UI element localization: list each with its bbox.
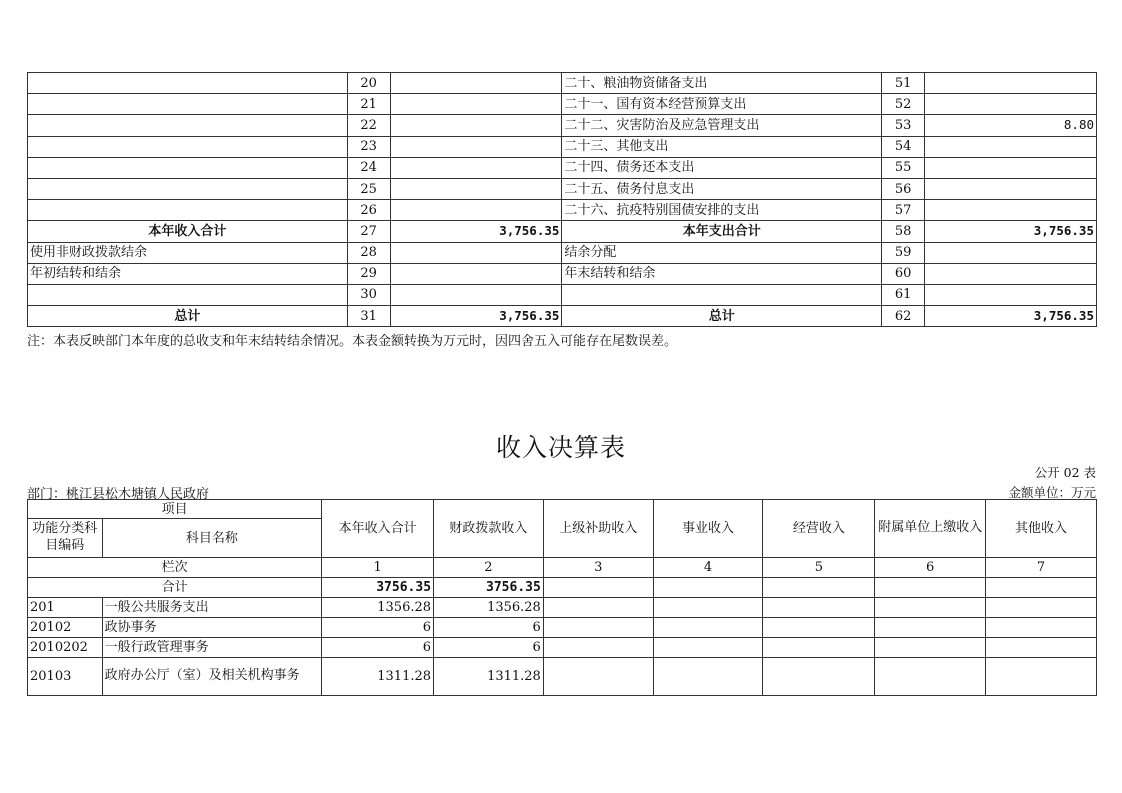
amount-cell <box>986 658 1097 696</box>
column-number-row <box>28 558 1097 578</box>
income-item-label <box>28 178 348 199</box>
amount-cell: 6 <box>434 618 544 638</box>
expense-amount <box>925 157 1097 178</box>
department-label: 部门：桃江县松木塘镇人民政府 <box>27 487 210 502</box>
col-header: 财政拨款收入 <box>434 500 544 558</box>
table-row <box>28 94 1097 115</box>
subject-code: 2010202 <box>28 638 103 658</box>
row-number: 60 <box>882 263 925 284</box>
table-row <box>28 221 1097 242</box>
expense-item-label: 结余分配 <box>562 242 882 263</box>
total-value: 3756.35 <box>322 578 434 598</box>
income-item-label <box>28 73 348 94</box>
expense-amount <box>925 200 1097 221</box>
total-value <box>875 578 986 598</box>
expense-amount <box>925 73 1097 94</box>
expense-item-label: 总计 <box>562 306 882 327</box>
row-number: 24 <box>347 157 390 178</box>
col-header: 其他收入 <box>986 500 1097 558</box>
column-number: 2 <box>434 558 544 578</box>
expense-item-label: 二十五、债务付息支出 <box>562 178 882 199</box>
total-label: 合计 <box>28 578 322 598</box>
column-number: 3 <box>543 558 653 578</box>
header-code: 功能分类科目编码 <box>28 519 103 558</box>
income-amount <box>390 94 562 115</box>
table-row <box>28 136 1097 157</box>
table-row <box>28 178 1097 199</box>
income-amount: 3,756.35 <box>390 221 562 242</box>
table-row <box>28 618 1097 638</box>
table-row <box>28 242 1097 263</box>
income-amount <box>390 263 562 284</box>
income-item-label <box>28 200 348 221</box>
row-number: 55 <box>882 157 925 178</box>
column-number: 5 <box>763 558 875 578</box>
amount-cell: 6 <box>434 638 544 658</box>
expense-item-label: 二十、粮油物资储备支出 <box>562 73 882 94</box>
summary-note: 注：本表反映部门本年度的总收支和年末结转结余情况。本表金额转换为万元时，因四舍五入可能存在尾数误差。 <box>27 334 678 349</box>
amount-cell <box>875 598 986 618</box>
income-item-label: 本年收入合计 <box>28 221 348 242</box>
row-number: 53 <box>882 115 925 136</box>
subject-code: 20103 <box>28 658 103 696</box>
income-amount: 3,756.35 <box>390 306 562 327</box>
expense-item-label: 本年支出合计 <box>562 221 882 242</box>
amount-cell <box>986 618 1097 638</box>
subject-code: 20102 <box>28 618 103 638</box>
col-header: 本年收入合计 <box>322 500 434 558</box>
subject-name: 政府办公厅（室）及相关机构事务 <box>102 658 322 696</box>
amount-cell <box>653 638 763 658</box>
unit-label: 金额单位：万元 <box>1008 485 1096 500</box>
expense-amount <box>925 263 1097 284</box>
total-value <box>986 578 1097 598</box>
amount-cell <box>543 598 653 618</box>
row-number: 57 <box>882 200 925 221</box>
income-amount <box>390 73 562 94</box>
row-index-label: 栏次 <box>28 558 322 578</box>
row-number: 27 <box>347 221 390 242</box>
table-row <box>28 598 1097 618</box>
expense-item-label: 年末结转和结余 <box>562 263 882 284</box>
row-number: 52 <box>882 94 925 115</box>
table-row <box>28 115 1097 136</box>
income-item-label: 总计 <box>28 306 348 327</box>
row-number: 54 <box>882 136 925 157</box>
row-number: 29 <box>347 263 390 284</box>
col-header: 附属单位上缴收入 <box>875 500 986 558</box>
table-row <box>28 73 1097 94</box>
amount-cell <box>875 658 986 696</box>
table-row <box>28 200 1097 221</box>
amount-cell: 1356.28 <box>322 598 434 618</box>
amount-cell <box>653 598 763 618</box>
row-number: 61 <box>882 284 925 305</box>
row-number: 26 <box>347 200 390 221</box>
amount-cell <box>986 598 1097 618</box>
amount-cell <box>875 618 986 638</box>
expense-item-label <box>562 284 882 305</box>
amount-cell: 1311.28 <box>322 658 434 696</box>
table-row <box>28 638 1097 658</box>
sheet-number: 公开 02 表 <box>1034 465 1096 480</box>
amount-cell <box>763 618 875 638</box>
table-row <box>28 306 1097 327</box>
expense-amount: 3,756.35 <box>925 306 1097 327</box>
expense-amount <box>925 136 1097 157</box>
column-number: 7 <box>986 558 1097 578</box>
summary-table <box>27 72 1097 327</box>
expense-amount <box>925 178 1097 199</box>
table-row <box>28 658 1097 696</box>
subject-name: 一般行政管理事务 <box>102 638 322 658</box>
header-name: 科目名称 <box>102 519 322 558</box>
income-item-label: 使用非财政拨款结余 <box>28 242 348 263</box>
amount-cell <box>875 638 986 658</box>
amount-cell: 1311.28 <box>434 658 544 696</box>
amount-cell <box>543 638 653 658</box>
income-item-label <box>28 94 348 115</box>
col-header: 经营收入 <box>763 500 875 558</box>
total-value <box>543 578 653 598</box>
table-row <box>28 157 1097 178</box>
row-number: 51 <box>882 73 925 94</box>
total-value <box>763 578 875 598</box>
col-header: 事业收入 <box>653 500 763 558</box>
income-item-label <box>28 157 348 178</box>
expense-amount: 8.80 <box>925 115 1097 136</box>
income-item-label: 年初结转和结余 <box>28 263 348 284</box>
table-row <box>28 284 1097 305</box>
income-item-label <box>28 284 348 305</box>
row-number: 22 <box>347 115 390 136</box>
table-row <box>28 263 1097 284</box>
expense-item-label: 二十三、其他支出 <box>562 136 882 157</box>
amount-cell <box>986 638 1097 658</box>
income-amount <box>390 157 562 178</box>
total-row <box>28 578 1097 598</box>
total-value <box>653 578 763 598</box>
column-number: 4 <box>653 558 763 578</box>
expense-item-label: 二十一、国有资本经营预算支出 <box>562 94 882 115</box>
amount-cell <box>543 618 653 638</box>
column-number: 6 <box>875 558 986 578</box>
column-number: 1 <box>322 558 434 578</box>
income-amount <box>390 284 562 305</box>
row-number: 20 <box>347 73 390 94</box>
expense-item-label: 二十六、抗疫特别国债安排的支出 <box>562 200 882 221</box>
expense-amount <box>925 284 1097 305</box>
expense-amount <box>925 242 1097 263</box>
income-amount <box>390 200 562 221</box>
amount-cell <box>763 638 875 658</box>
total-value: 3756.35 <box>434 578 544 598</box>
amount-cell <box>763 598 875 618</box>
expense-item-label: 二十二、灾害防治及应急管理支出 <box>562 115 882 136</box>
income-amount <box>390 178 562 199</box>
income-item-label <box>28 136 348 157</box>
income-amount <box>390 115 562 136</box>
amount-cell: 6 <box>322 638 434 658</box>
subject-name: 政协事务 <box>102 618 322 638</box>
amount-cell <box>653 658 763 696</box>
row-number: 58 <box>882 221 925 242</box>
amount-cell <box>763 658 875 696</box>
amount-cell: 6 <box>322 618 434 638</box>
amount-cell <box>543 658 653 696</box>
expense-amount: 3,756.35 <box>925 221 1097 242</box>
row-number: 30 <box>347 284 390 305</box>
income-amount <box>390 242 562 263</box>
income-amount <box>390 136 562 157</box>
expense-item-label: 二十四、债务还本支出 <box>562 157 882 178</box>
subject-name: 一般公共服务支出 <box>102 598 322 618</box>
income-table <box>27 499 1097 696</box>
col-header: 上级补助收入 <box>543 500 653 558</box>
row-number: 59 <box>882 242 925 263</box>
expense-amount <box>925 94 1097 115</box>
row-number: 28 <box>347 242 390 263</box>
page-title: 收入决算表 <box>495 433 626 462</box>
amount-cell <box>653 618 763 638</box>
subject-code: 201 <box>28 598 103 618</box>
row-number: 62 <box>882 306 925 327</box>
row-number: 25 <box>347 178 390 199</box>
row-number: 31 <box>347 306 390 327</box>
row-number: 56 <box>882 178 925 199</box>
header-item: 项目 <box>28 500 322 519</box>
row-number: 21 <box>347 94 390 115</box>
amount-cell: 1356.28 <box>434 598 544 618</box>
income-item-label <box>28 115 348 136</box>
row-number: 23 <box>347 136 390 157</box>
